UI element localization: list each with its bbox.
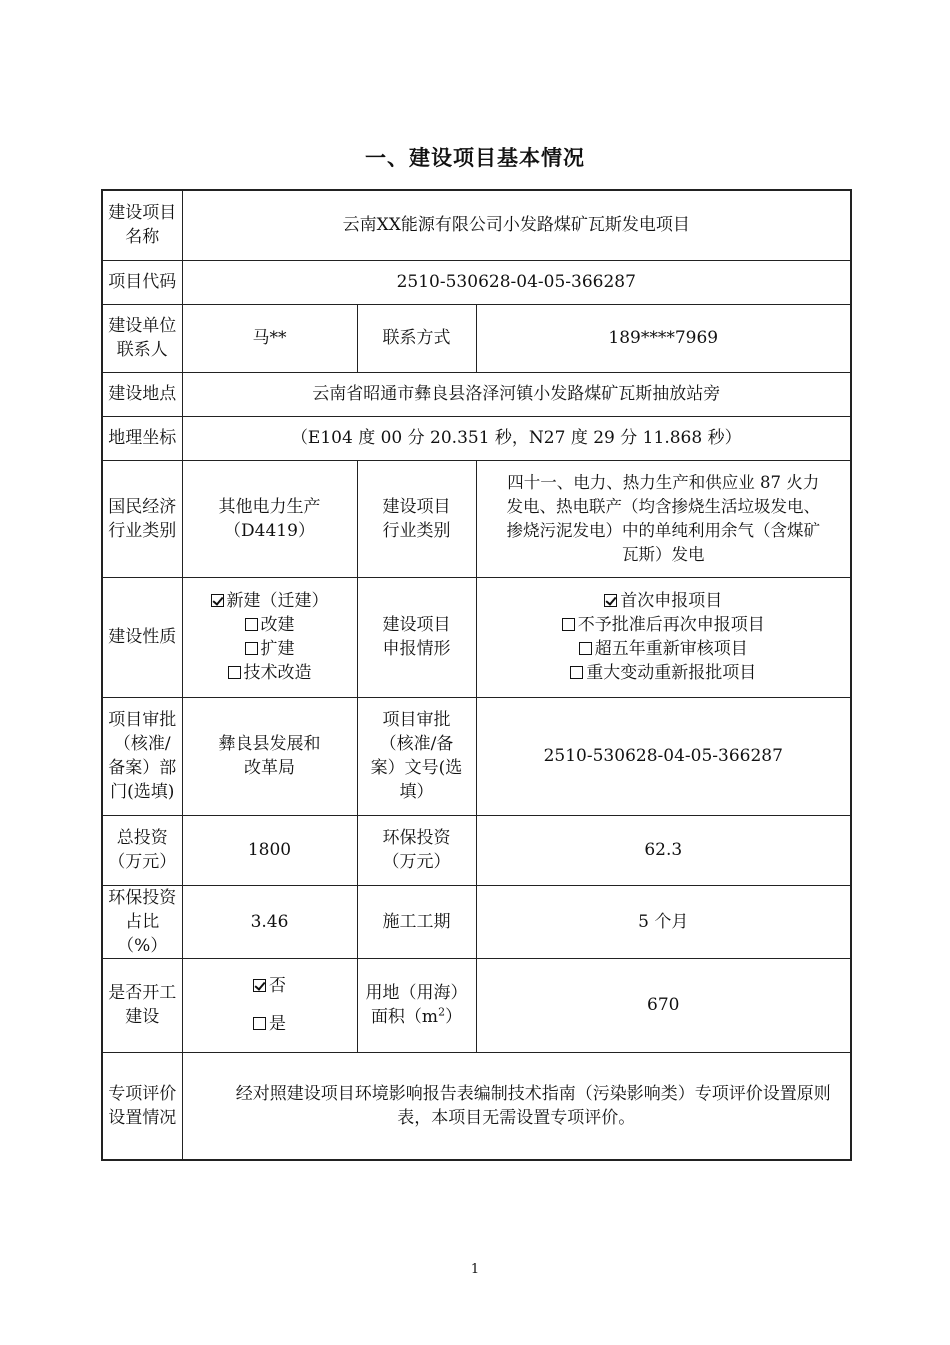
- approval-number-label: 项目审批 （核准/备 案）文号(选 填）: [357, 697, 476, 815]
- approval-number-value: 2510-530628-04-05-366287: [476, 697, 851, 815]
- started-option-yes: 是: [186, 1012, 354, 1036]
- row-special-assessment: [102, 1052, 851, 1160]
- empty-box-icon: [253, 1017, 266, 1030]
- page-number: 1: [470, 1262, 480, 1277]
- project-industry-value: 四十一、电力、热力生产和供应业 87 火力 发电、热电联产（均含掺烧生活垃圾发电、 掺烧污泥发电）中的单纯利用余气（含煤矿 瓦斯）发电: [476, 460, 851, 577]
- row-industry: [102, 460, 851, 577]
- nature-option-rebuild: 改建: [186, 613, 354, 637]
- env-ratio-value: 3.46: [182, 885, 357, 958]
- started-options: [182, 958, 357, 1052]
- project-info-table: [101, 189, 852, 1161]
- nature-option-new: 新建（迁建）: [186, 589, 354, 613]
- location-value: 云南省昭通市彝良县洛泽河镇小发路煤矿瓦斯抽放站旁: [182, 372, 851, 416]
- special-assessment-value: 经对照建设项目环境影响报告表编制技术指南（污染影响类）专项评价设置原则表，本项目无需设置专项评价。: [182, 1052, 851, 1160]
- declaration-option-resubmit: 不予批准后再次申报项目: [480, 613, 848, 637]
- construction-period-value: 5 个月: [476, 885, 851, 958]
- empty-box-icon: [245, 642, 258, 655]
- checked-box-icon: [253, 979, 266, 992]
- section-title: 一、建设项目基本情况: [365, 145, 585, 170]
- approval-dept-value: 彝良县发展和 改革局: [182, 697, 357, 815]
- project-industry-label: 建设项目 行业类别: [357, 460, 476, 577]
- total-investment-value: 1800: [182, 815, 357, 885]
- declaration-option-first: 首次申报项目: [480, 589, 848, 613]
- row-approval: [102, 697, 851, 815]
- env-investment-label: 环保投资 （万元）: [357, 815, 476, 885]
- empty-box-icon: [562, 618, 575, 631]
- declaration-label: 建设项目 申报情形: [357, 577, 476, 697]
- location-label: 建设地点: [102, 372, 182, 416]
- env-ratio-label: 环保投资 占比（%）: [102, 885, 182, 958]
- nature-option-expand: 扩建: [186, 637, 354, 661]
- contact-person-value: 马**: [182, 304, 357, 372]
- coordinates-label: 地理坐标: [102, 416, 182, 460]
- started-option-no: 否: [186, 974, 354, 998]
- row-project-name: [102, 190, 851, 260]
- project-code-label: 项目代码: [102, 260, 182, 304]
- construction-period-label: 施工工期: [357, 885, 476, 958]
- contact-method-label: 联系方式: [357, 304, 476, 372]
- row-construction-nature: [102, 577, 851, 697]
- empty-box-icon: [579, 642, 592, 655]
- empty-box-icon: [570, 666, 583, 679]
- nature-option-tech: 技术改造: [186, 661, 354, 685]
- project-code-value: 2510-530628-04-05-366287: [182, 260, 851, 304]
- env-investment-value: 62.3: [476, 815, 851, 885]
- total-investment-label: 总投资 （万元）: [102, 815, 182, 885]
- row-investment: [102, 815, 851, 885]
- row-project-code: [102, 260, 851, 304]
- contact-phone-value: 189****7969: [476, 304, 851, 372]
- declaration-options: [476, 577, 851, 697]
- construction-nature-label: 建设性质: [102, 577, 182, 697]
- row-env-ratio: [102, 885, 851, 958]
- national-industry-label: 国民经济 行业类别: [102, 460, 182, 577]
- construction-nature-options: [182, 577, 357, 697]
- checked-box-icon: [211, 594, 224, 607]
- row-contact: [102, 304, 851, 372]
- land-area-label: 用地（用海） 面积$(m^2)$: [357, 958, 476, 1052]
- row-coordinates: [102, 416, 851, 460]
- project-name-label: 建设项目 名称: [102, 190, 182, 260]
- national-industry-value: 其他电力生产 （D4419）: [182, 460, 357, 577]
- row-started: [102, 958, 851, 1052]
- checked-box-icon: [604, 594, 617, 607]
- empty-box-icon: [228, 666, 241, 679]
- coordinates-value: （E104 度 00 分 20.351 秒，N27 度 29 分 11.868 秒）: [182, 416, 851, 460]
- contact-label: 建设单位 联系人: [102, 304, 182, 372]
- project-name-value: 云南XX能源有限公司小发路煤矿瓦斯发电项目: [182, 190, 851, 260]
- special-assessment-label: 专项评价 设置情况: [102, 1052, 182, 1160]
- approval-dept-label: 项目审批 （核准/ 备案）部 门(选填): [102, 697, 182, 815]
- land-area-value: 670: [476, 958, 851, 1052]
- row-location: [102, 372, 851, 416]
- empty-box-icon: [245, 618, 258, 631]
- declaration-option-major-change: 重大变动重新报批项目: [480, 661, 848, 685]
- declaration-option-five-year: 超五年重新审核项目: [480, 637, 848, 661]
- started-label: 是否开工 建设: [102, 958, 182, 1052]
